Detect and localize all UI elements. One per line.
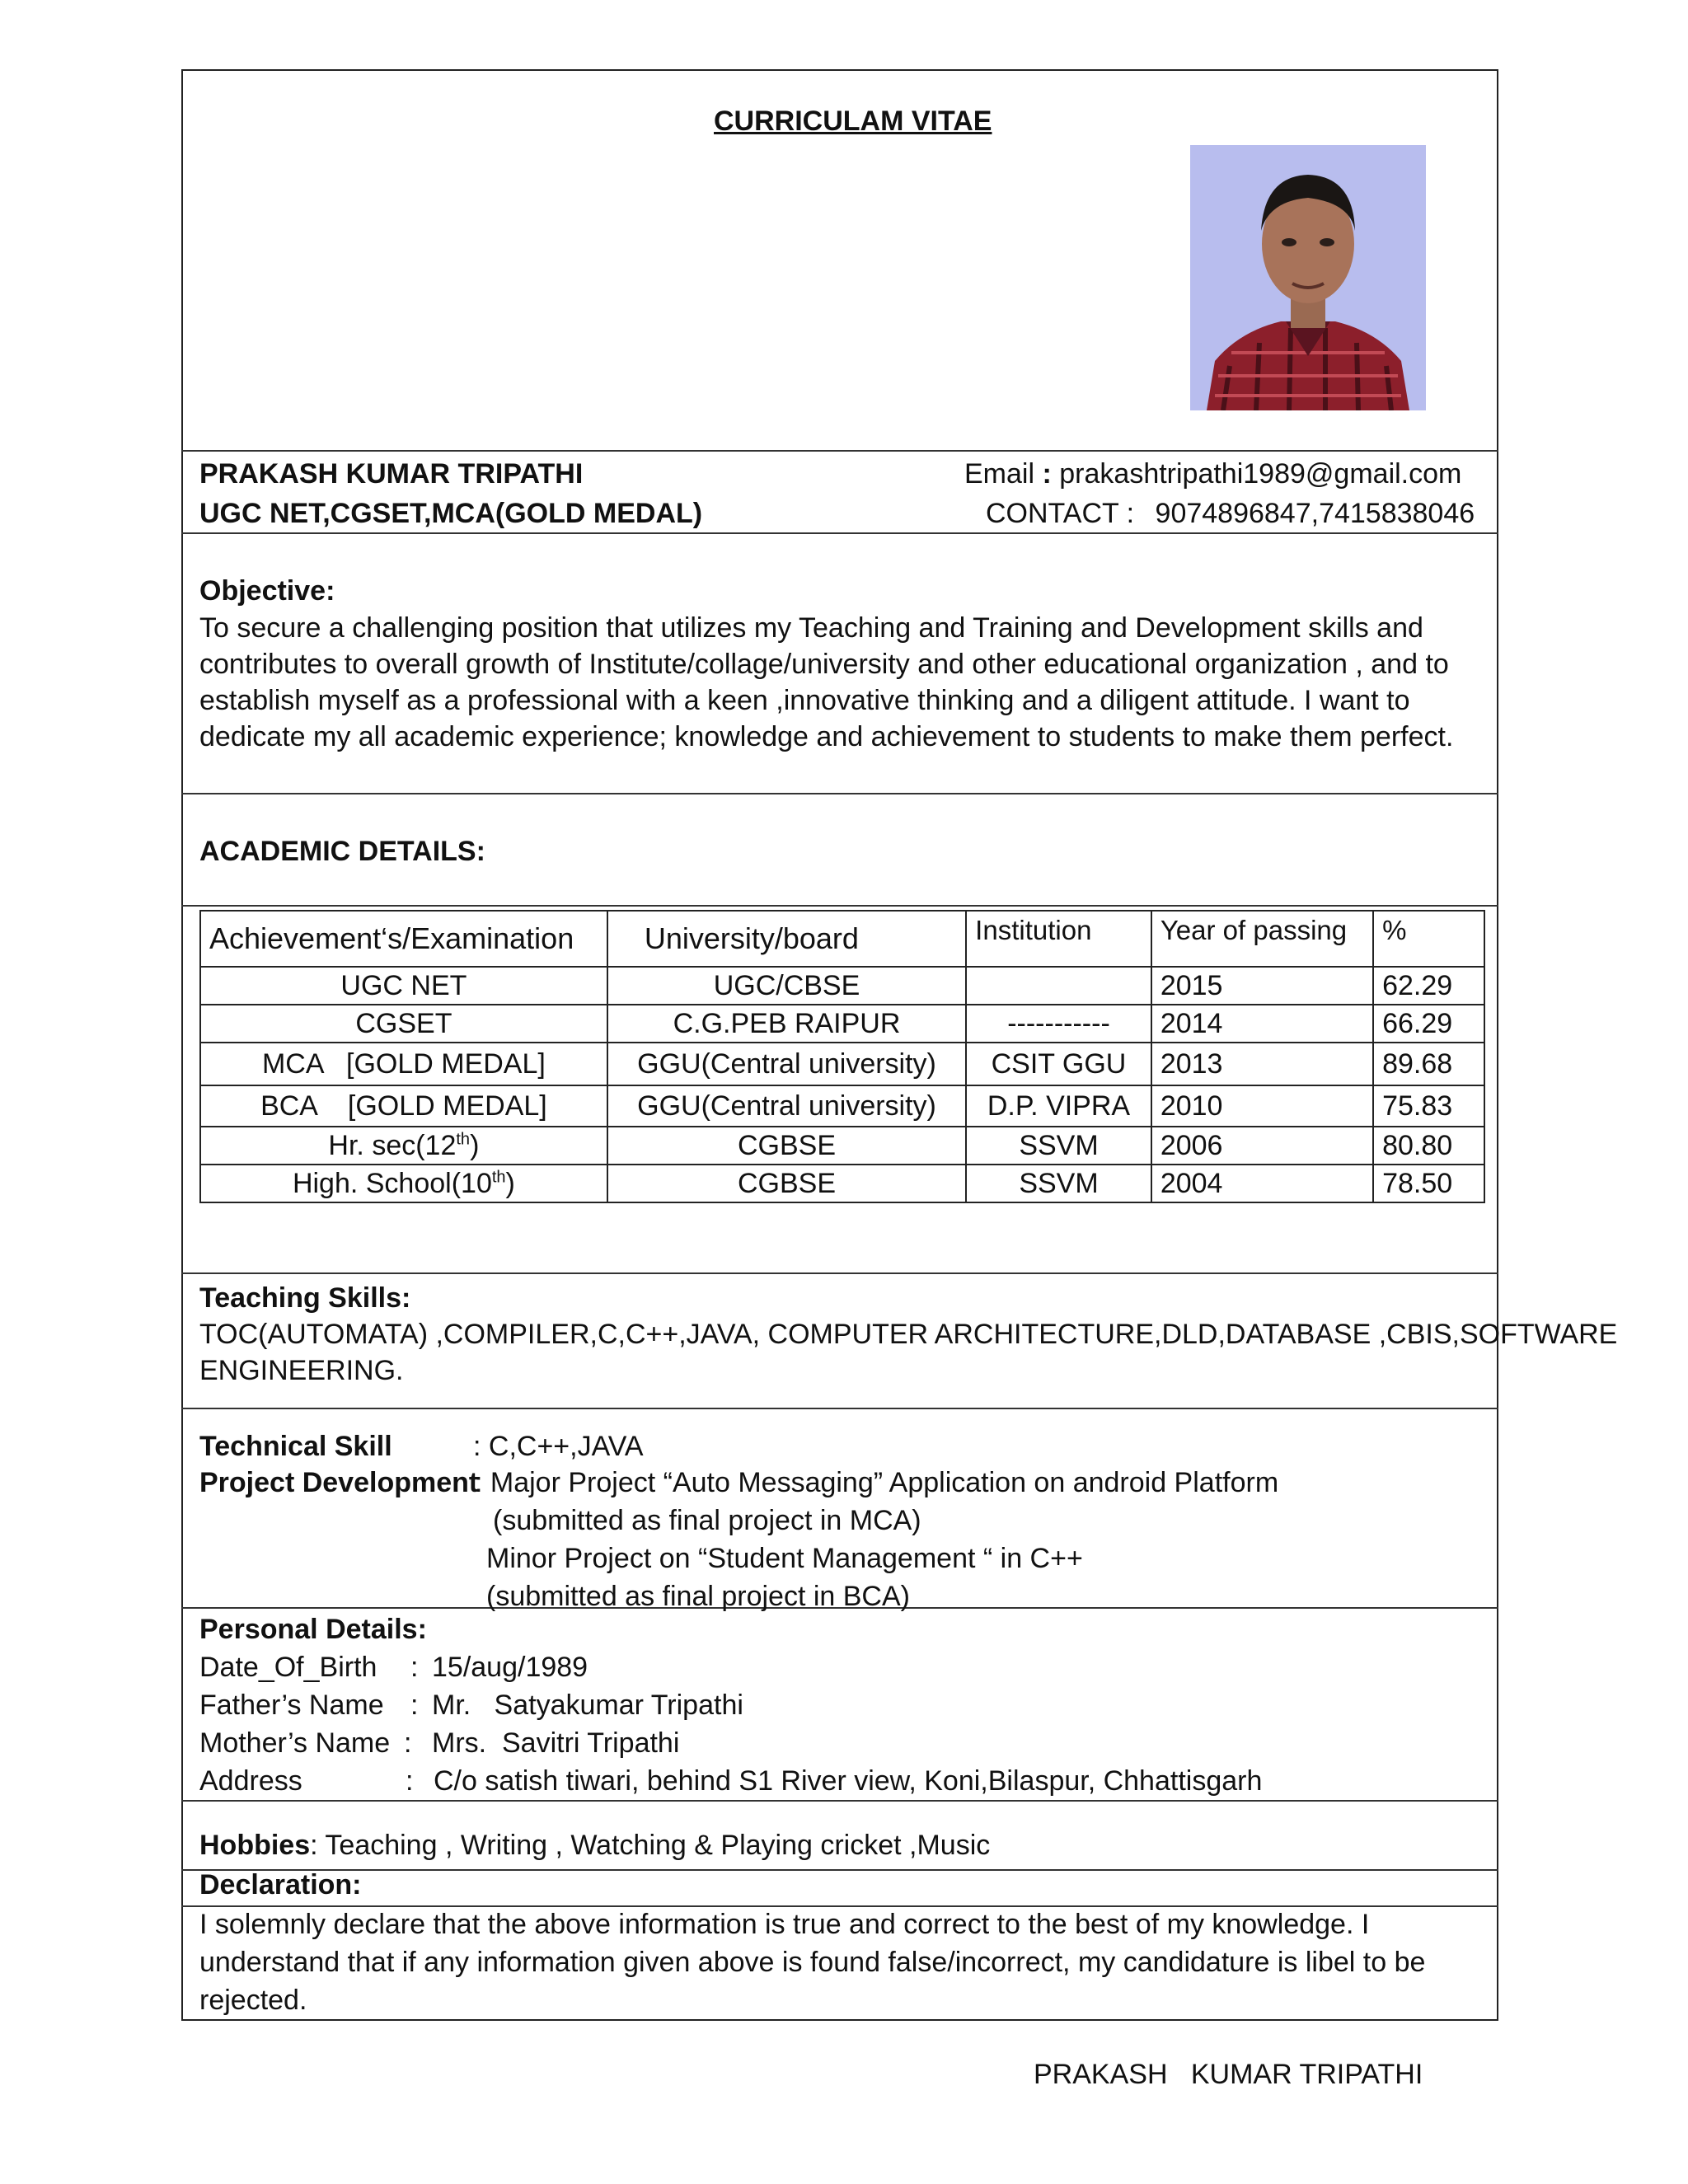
divider-technical [181,1408,1498,1409]
declaration-text [199,1905,1485,2019]
project-line: (submitted as final project in MCA) [493,1505,921,1536]
institution-cell: CSIT GGU [966,1043,1151,1085]
superscript: th [491,1168,506,1187]
personal-separator: : [410,1652,419,1683]
table-row [200,1127,1484,1165]
board-cell: C.G.PEB RAIPUR [607,1005,966,1043]
objective-text [199,610,1485,755]
declaration-line: rejected. [199,1985,307,2016]
percent-cell: 75.83 [1373,1085,1484,1127]
institution-cell [966,967,1151,1005]
personal-label: Date_Of_Birth [199,1652,377,1683]
email-separator: : [1042,458,1052,490]
email-label: Email [964,458,1035,490]
year-cell: 2014 [1151,1005,1373,1043]
percent-cell: 80.80 [1373,1127,1484,1165]
column-header: Year of passing [1151,911,1373,967]
project-label: Project Development [199,1467,479,1498]
academic-heading: ACADEMIC DETAILS: [199,836,485,867]
document-title: CURRICULAM VITAE [714,105,992,137]
objective-line: To secure a challenging position that utilizes my Teaching and Training and Development skills and [199,612,1423,644]
divider-hobbies [181,1800,1498,1802]
table-header-row [200,911,1484,967]
project-line: Minor Project on “Student Management “ in C++ [486,1543,1083,1574]
table-row [200,1043,1484,1085]
percent-cell: 78.50 [1373,1165,1484,1202]
year-cell: 2015 [1151,967,1373,1005]
percent-cell: 89.68 [1373,1043,1484,1085]
declaration-line: understand that if any information given above is found false/incorrect, my candidature is libel to be [199,1947,1426,1978]
divider-teaching [181,1272,1498,1274]
institution-cell: ----------- [966,1005,1151,1043]
board-cell: CGBSE [607,1165,966,1202]
profile-photo [1190,145,1426,410]
candidate-name: PRAKASH KUMAR TRIPATHI [199,458,584,490]
column-header: University/board [607,911,966,967]
technical-skill-label: Technical Skill [199,1431,392,1462]
project-line: : Major Project “Auto Messaging” Application on android Platform [475,1467,1279,1498]
percent-cell: 66.29 [1373,1005,1484,1043]
objective-line: contributes to overall growth of Institute/collage/university and other educational organization , and to [199,649,1449,680]
exam-cell: CGSET [200,1005,607,1043]
contact-label: CONTACT : [986,498,1135,529]
year-cell: 2004 [1151,1165,1373,1202]
personal-separator: : [410,1690,419,1721]
teaching-skills-line: ENGINEERING. [199,1355,404,1386]
year-cell: 2010 [1151,1085,1373,1127]
project-line: (submitted as final project in BCA) [486,1581,910,1612]
board-cell: CGBSE [607,1127,966,1165]
email-value[interactable]: prakashtripathi1989@gmail.com [1059,458,1462,490]
technical-skill-value: : C,C++,JAVA [473,1431,644,1462]
person-portrait-icon [1190,145,1426,410]
declaration-heading: Declaration: [199,1869,362,1900]
declaration-line: I solemnly declare that the above information is true and correct to the best of my knowledge. I [199,1909,1370,1940]
exam-cell: High. School(10th) [200,1165,607,1202]
contact-value: 9074896847,7415838046 [1155,498,1475,529]
hobbies-value: : Teaching , Writing , Watching & Playing cricket ,Music [310,1830,991,1861]
objective-line: establish myself as a professional with a keen ,innovative thinking and a diligent attitude. I want to [199,685,1410,716]
hobbies-label: Hobbies [199,1830,311,1861]
personal-separator: : [404,1727,412,1759]
table-row [200,1085,1484,1127]
divider-objective [181,532,1498,534]
institution-cell: SSVM [966,1127,1151,1165]
teaching-skills-line: TOC(AUTOMATA) ,COMPILER,C,C++,JAVA, COMPUTER ARCHITECTURE,DLD,DATABASE ,CBIS,SOFTWARE [199,1319,1618,1350]
table-row [200,1005,1484,1043]
exam-cell: BCA [GOLD MEDAL] [200,1085,607,1127]
signature-name: PRAKASH KUMAR TRIPATHI [1034,2059,1423,2090]
column-header: % [1373,911,1484,967]
hobbies-line [199,1830,990,1862]
personal-value: C/o satish tiwari, behind S1 River view, Koni,Bilaspur, Chhattisgarh [434,1765,1263,1797]
personal-separator: : [406,1765,414,1797]
column-header: Institution [966,911,1151,967]
board-cell: GGU(Central university) [607,1085,966,1127]
personal-value: 15/aug/1989 [432,1652,588,1683]
divider-declaration-heading [181,1869,1498,1871]
board-cell: UGC/CBSE [607,967,966,1005]
academic-table [199,910,1485,1203]
board-cell: GGU(Central university) [607,1043,966,1085]
column-header: Achievement‘s/Examination [200,911,607,967]
personal-label: Father’s Name [199,1690,384,1721]
year-cell: 2013 [1151,1043,1373,1085]
table-row [200,1165,1484,1202]
objective-heading: Objective: [199,575,335,607]
institution-cell: SSVM [966,1165,1151,1202]
superscript: th [456,1130,471,1149]
institution-cell: D.P. VIPRA [966,1085,1151,1127]
personal-value: Mrs. Savitri Tripathi [432,1727,680,1759]
personal-value: Mr. Satyakumar Tripathi [432,1690,743,1721]
exam-cell: Hr. sec(12th) [200,1127,607,1165]
divider-academic [181,793,1498,794]
teaching-heading: Teaching Skills: [199,1282,411,1314]
exam-cell: MCA [GOLD MEDAL] [200,1043,607,1085]
contact-line [986,498,1475,530]
personal-heading: Personal Details: [199,1614,427,1645]
email-line [964,458,1461,490]
divider-table [181,905,1498,907]
year-cell: 2006 [1151,1127,1373,1165]
personal-label: Mother’s Name [199,1727,391,1759]
candidate-qualifications: UGC NET,CGSET,MCA(GOLD MEDAL) [199,498,703,529]
personal-label: Address [199,1765,302,1797]
objective-line: dedicate my all academic experience; knowledge and achievement to students to make them perfect. [199,721,1454,752]
table-row [200,967,1484,1005]
exam-cell: UGC NET [200,967,607,1005]
percent-cell: 62.29 [1373,967,1484,1005]
divider-header [181,450,1498,452]
